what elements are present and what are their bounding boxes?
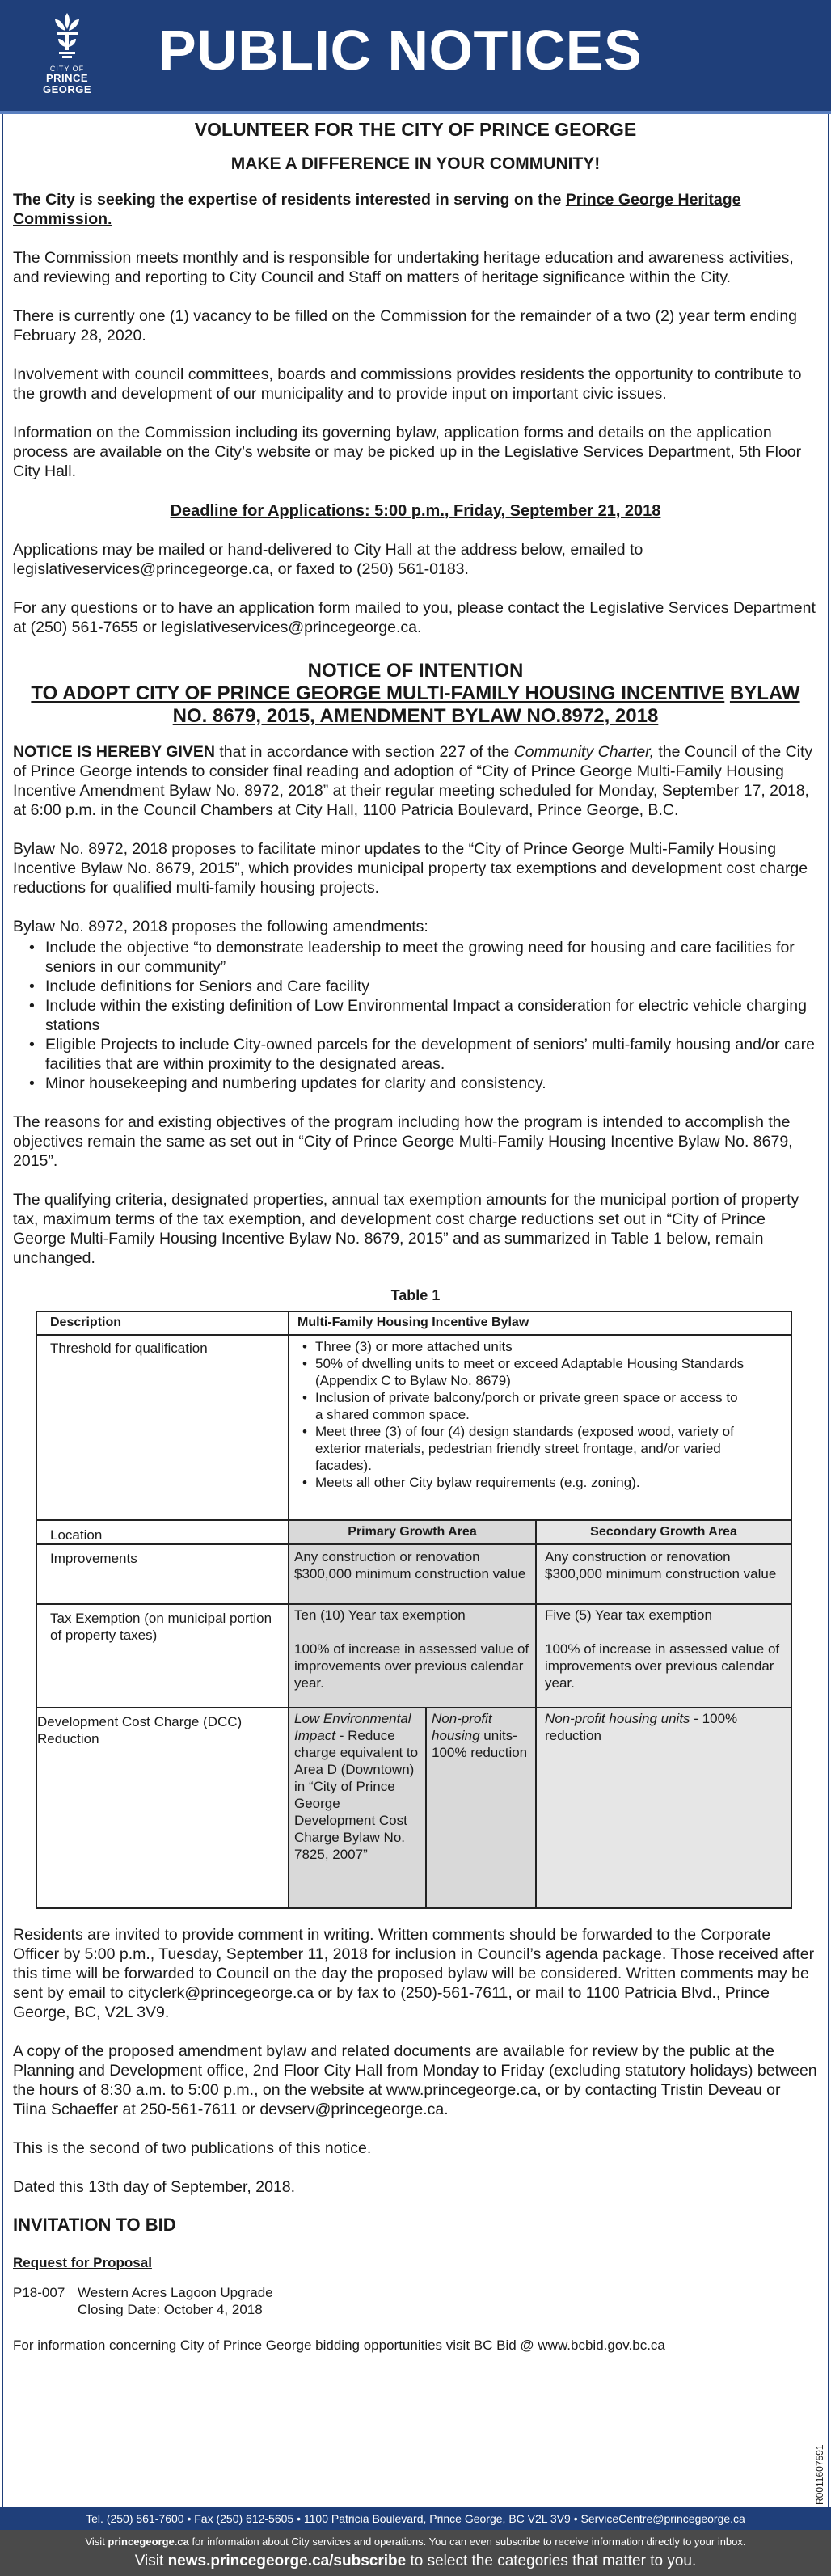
threshold-cell <box>293 1338 745 1491</box>
questions-contact: For any questions or to have an application form mailed to you, please contact the Legislative Services Department at (250) 561-7655 or legislativeservices@princegeorge.ca. <box>13 599 816 636</box>
list-item: • Inclusion of private balcony/porch or private green space or access to a shared common space. <box>293 1389 745 1423</box>
information-paragraph: Information on the Commission including its governing bylaw, application forms and details on the application process are available on the City’s website or may be picked up in the Legislative Services Department, 5th Floor City Hall. <box>13 424 802 480</box>
bid-details <box>78 2284 273 2318</box>
notice-given-paragraph <box>13 742 818 820</box>
tax-secondary-cell <box>537 1605 791 1707</box>
notice-title-line1: NOTICE OF INTENTION <box>307 660 524 682</box>
amendments-intro: Bylaw No. 8972, 2018 proposes the following amendments: <box>13 918 428 935</box>
list-item: • Include definitions for Seniors and Care facility <box>13 977 818 996</box>
bid-entry <box>13 2284 818 2318</box>
threshold-label: Threshold for qualification <box>50 1341 208 1356</box>
notice-content <box>13 116 818 2354</box>
dcc-label: Development Cost Charge (DCC) Reduction <box>37 1714 243 1746</box>
footer-contact: Tel. (250) 561-7600 • Fax (250) 612-5605 • 1100 Patricia Boulevard, Prince George, BC V2L 3V9 • ServiceCentre@princegeorge.ca <box>0 2507 831 2530</box>
publication-note: This is the second of two publications of this notice. <box>13 2139 372 2157</box>
bid-number: P18-007 <box>13 2285 65 2300</box>
table-caption: Table 1 <box>390 1287 441 1303</box>
application-deadline: Deadline for Applications: 5:00 p.m., Friday, September 21, 2018 <box>170 502 661 520</box>
improvements-primary: Any construction or renovation $300,000 minimum construction value <box>289 1545 535 1603</box>
dcc-primary-low-impact <box>289 1708 425 1907</box>
vacancy-paragraph: There is currently one (1) vacancy to be filled on the Commission for the remainder of a two (2) year term ending February 28, 2020. <box>13 307 798 344</box>
nonprofit-secondary-label: Non-profit housing units <box>545 1711 690 1726</box>
bid-info: For information concerning City of Prince George bidding opportunities visit BC Bid @ www.bcbid.gov.bc.ca <box>13 2337 665 2353</box>
involvement-paragraph: Involvement with council committees, boards and commissions provides residents the opportunity to contribute to the growth and development of our municipality and to provide input on important civic issues. <box>13 365 802 403</box>
list-item: • Three (3) or more attached units <box>293 1338 745 1355</box>
princegeorge-link[interactable]: princegeorge.ca <box>108 2536 189 2548</box>
intro-text: The City is seeking the expertise of residents interested in serving on the <box>13 191 566 209</box>
dated-line: Dated this 13th day of September, 2018. <box>13 2178 296 2196</box>
bid-closing: Closing Date: October 4, 2018 <box>78 2302 263 2317</box>
tax-primary-amount: 100% of increase in assessed value of improvements over previous calendar year. <box>294 1641 529 1691</box>
tax-primary-cell <box>289 1605 535 1707</box>
city-logo[interactable] <box>31 11 103 102</box>
list-item: • Meets all other City bylaw requirements (e.g. zoning). <box>293 1474 745 1491</box>
improvements-secondary: Any construction or renovation $300,000 minimum construction value <box>537 1545 791 1603</box>
notice-title <box>13 660 818 728</box>
list-item: • Include within the existing definition of Low Environmental Impact a consideration for electric vehicle charging stations <box>13 996 818 1035</box>
criteria-paragraph: The qualifying criteria, designated properties, annual tax exemption amounts for the municipal portion of property tax, maximum terms of the tax exemption, and development cost charge reductions set out in “City of Prince George Multi-Family Housing Incentive Bylaw No. 8679, 2015” and as summarized in Table 1 below, remain unchanged. <box>13 1191 799 1267</box>
invitation-heading: INVITATION TO BID <box>13 2215 176 2235</box>
location-label: Location <box>50 1527 103 1543</box>
notice-title-line2: TO ADOPT CITY OF PRINCE GEORGE MULTI-FAMILY HOUSING INCENTIVE <box>31 682 725 704</box>
copy-paragraph: A copy of the proposed amendment bylaw and related documents are available for review by the public at the Planning and Development office, 2nd Floor City Hall from Monday to Friday (excluding statutory holidays) between the hours of 8:30 a.m. to 5:00 p.m., on the website at www.princegeorge.ca, or by contacting Tristin Deveau or Tiina Schaeffer at 250-561-7611 or devserv@princegeorge.ca. <box>13 2042 817 2118</box>
tax-exemption-label: Tax Exemption (on municipal portion of property taxes) <box>50 1611 272 1643</box>
tax-secondary-term: Five (5) Year tax exemption <box>545 1607 712 1623</box>
footer-subscribe <box>0 2530 831 2576</box>
page-title: PUBLIC NOTICES <box>158 19 643 82</box>
footer-visit-line: Visit princegeorge.ca for information about City services and operations. You can even subscribe to receive information directly to your inbox. <box>85 2536 746 2548</box>
commission-description: The Commission meets monthly and is responsible for undertaking heritage education and awareness activities, and reviewing and reporting to City Council and Staff on matters of heritage significance within the City. <box>13 249 794 286</box>
reasons-paragraph: The reasons for and existing objectives of the program including how the program is intended to accomplish the objectives remain the same as set out in “City of Prince George Multi-Family Housing Incentive Bylaw No. 8679, 2015”. <box>13 1113 793 1170</box>
list-item: • Eligible Projects to include City-owned parcels for the development of seniors’ multi-family housing and/or care facilities that are within proximity to the designated areas. <box>13 1035 818 1074</box>
volunteer-heading: VOLUNTEER FOR THE CITY OF PRINCE GEORGE <box>194 119 637 140</box>
secondary-growth-area: Secondary Growth Area <box>537 1521 791 1543</box>
col-description: Description <box>50 1315 122 1329</box>
bid-name: Western Acres Lagoon Upgrade <box>78 2285 273 2300</box>
tax-secondary-amount: 100% of increase in assessed value of improvements over previous calendar year. <box>545 1641 780 1691</box>
list-item: • Include the objective “to demonstrate leadership to meet the growing need for housing and care facilities for seniors in our community” <box>13 938 818 977</box>
nonprofit-text: units- 100% reduction <box>432 1728 528 1760</box>
threshold-list <box>293 1338 745 1491</box>
logo-city-of: CITY OF <box>49 65 85 73</box>
logo-prince-george: PRINCE GEORGE <box>42 72 92 95</box>
list-item: • 50% of dwelling units to meet or exceed Adaptable Housing Standards (Appendix C to Bylaw No. 8679) <box>293 1355 745 1389</box>
amendments-list <box>13 938 818 1093</box>
low-impact-label: Low Environmental Impact <box>294 1711 411 1743</box>
dcc-primary-nonprofit <box>427 1708 535 1907</box>
header-banner <box>0 0 831 111</box>
rfp-label: Request for Proposal <box>13 2255 152 2270</box>
list-item: • Meet three (3) of four (4) design standards (exposed wood, variety of exterior materials, pedestrian friendly street frontage, and/or varied facades). <box>293 1423 745 1474</box>
ad-id: R0011607591 <box>814 2444 825 2505</box>
volunteer-intro <box>13 190 818 229</box>
tax-primary-term: Ten (10) Year tax exemption <box>294 1607 466 1623</box>
bylaw-purpose: Bylaw No. 8972, 2018 proposes to facilitate minor updates to the “City of Prince George Multi-Family Housing Incentive Bylaw No. 8679, 2015”, which provides municipal property tax exemptions and development cost charge reductions for qualified multi-family housing projects. <box>13 840 808 897</box>
notice-given-text-a: that in accordance with section 227 of the <box>214 743 514 761</box>
subscribe-link[interactable]: news.princegeorge.ca/subscribe <box>167 2553 407 2570</box>
comment-paragraph: Residents are invited to provide comment in writing. Written comments should be forwarded to the Corporate Officer by 5:00 p.m., Tuesday, September 11, 2018 for inclusion in Council’s agenda package. Those received after this time will be forwarded to Council on the day the proposed bylaw will be considered. Written comments may be sent by email to cityclerk@princegeorge.ca or by fax to (250)-561-7611, or mail to 1100 Patricia Blvd., Prince George, BC, V2L 3V9. <box>13 1926 815 2021</box>
dcc-secondary <box>537 1708 791 1907</box>
primary-growth-area: Primary Growth Area <box>289 1521 535 1543</box>
volunteer-subheading: MAKE A DIFFERENCE IN YOUR COMMUNITY! <box>230 154 601 173</box>
low-impact-text: - Reduce charge equivalent to Area D (Downtown) in “City of Prince George Development Cost Charge Bylaw No. 7825, 2007” <box>294 1728 419 1862</box>
notice-given-text-b: the Council of the City of Prince George intends to consider final reading and adoption of “City of Prince George Multi-Family Housing Incentive Amendment Bylaw No. 8972, 2018” at their regular meeting scheduled for Monday, September 17, 2018, at 6:00 p.m. in the Council Chambers at City Hall, 1100 Patricia Boulevard, Prince George, B.C. <box>13 743 813 819</box>
col-bylaw: Multi-Family Housing Incentive Bylaw <box>297 1315 529 1329</box>
improvements-label: Improvements <box>50 1551 137 1566</box>
nonprofit-secondary-text: - 100% reduction <box>545 1711 738 1743</box>
heritage-commission-link[interactable]: Prince George Heritage Commission. <box>13 191 741 228</box>
application-submission: Applications may be mailed or hand-delivered to City Hall at the address below, emailed to legislativeservices@princegeorge.ca, or faxed to (250) 561-0183. <box>13 541 643 578</box>
community-charter: Community Charter, <box>513 743 654 761</box>
notice-title-line3: BYLAW NO. 8679, 2015, AMENDMENT BYLAW NO.8972, 2018 <box>172 682 800 727</box>
notice-given-label: NOTICE IS HEREBY GIVEN <box>13 743 215 761</box>
footer-subscribe-line: Visit news.princegeorge.ca/subscribe to select the categories that matter to you. <box>134 2553 697 2570</box>
fleur-crest-icon <box>49 11 86 61</box>
list-item: • Minor housekeeping and numbering updates for clarity and consistency. <box>13 1074 818 1093</box>
incentive-table <box>36 1311 792 1909</box>
nonprofit-label: Non-profit housing <box>432 1711 492 1743</box>
